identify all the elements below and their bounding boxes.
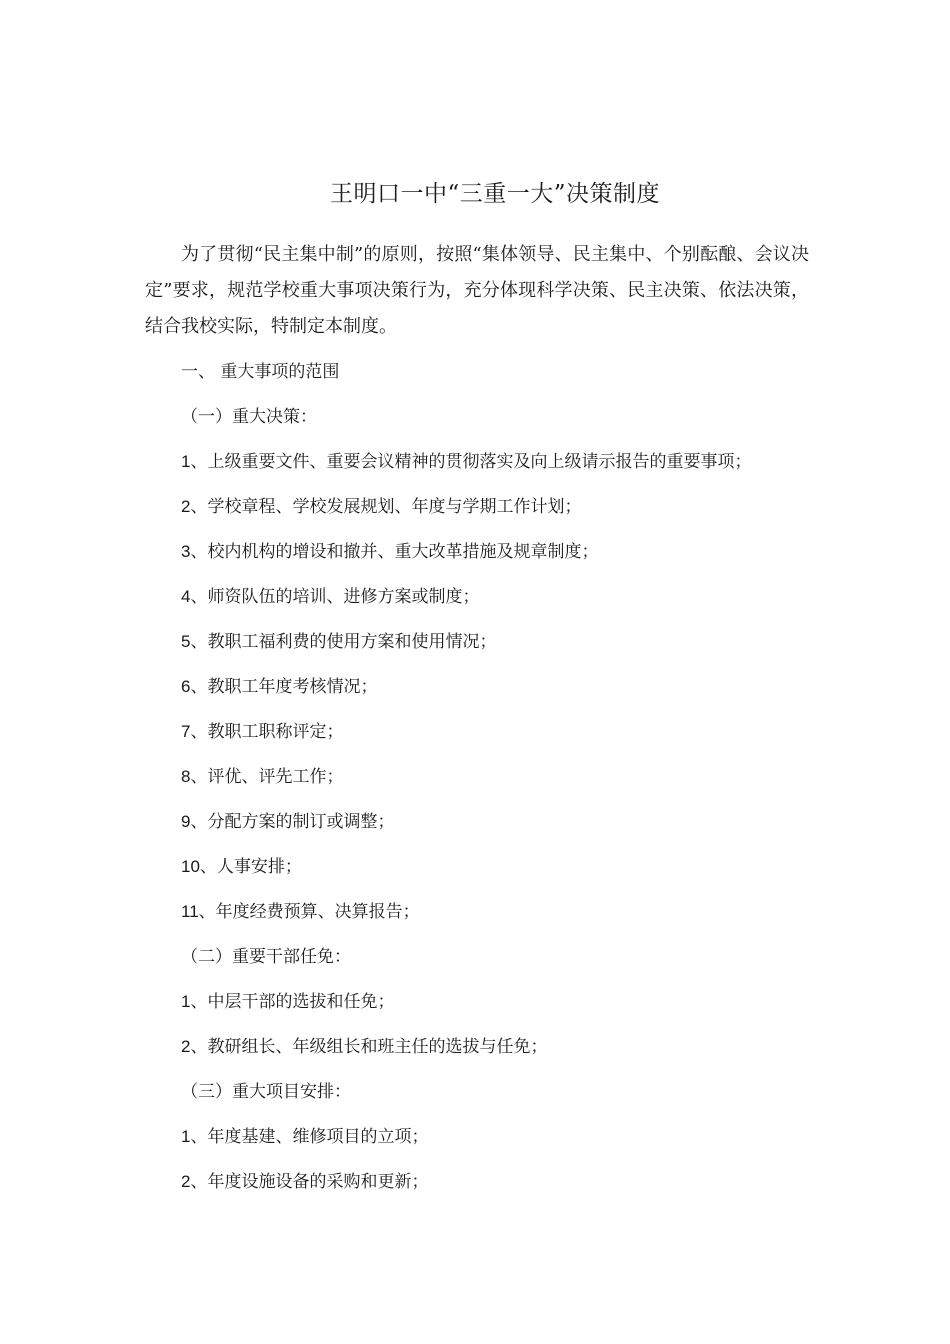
- item-text: 、上级重要文件、重要会议精神的贯彻落实及向上级请示报告的重要事项；: [190, 452, 752, 472]
- list-item: [181, 1169, 428, 1195]
- item-number: 9: [181, 812, 191, 831]
- list-item: [181, 899, 420, 925]
- item-text: 、教职工职称评定；: [190, 722, 344, 742]
- subsection-heading-2: （二）重要干部任免：: [181, 947, 351, 967]
- list-item: [181, 764, 343, 790]
- intro-paragraph: 为了贯彻“民主集中制”的原则，按照“集体领导、民主集中、个别酝酿、会议决定”要求，规范学校重大事项决策行为，充分体现科学决策、民主决策、依法决策，结合我校实际，特制定本制度。: [145, 244, 809, 337]
- section-heading: 一、 重大事项的范围: [181, 362, 340, 382]
- item-text: 、年度经费预算、决算报告；: [198, 902, 420, 922]
- item-text: 、师资队伍的培训、进修方案或制度；: [190, 587, 480, 607]
- item-text: 、分配方案的制订或调整；: [190, 812, 395, 832]
- item-text: 、年度设施设备的采购和更新；: [190, 1172, 429, 1192]
- list-item: [181, 584, 479, 610]
- item-number: 4: [181, 587, 191, 606]
- item-number: 2: [181, 497, 191, 516]
- item-text: 、学校章程、学校发展规划、年度与学期工作计划；: [190, 497, 582, 517]
- item-number: 1: [181, 452, 191, 471]
- item-number: 7: [181, 722, 191, 741]
- list-item: [181, 854, 302, 880]
- item-number: 1: [181, 1127, 191, 1146]
- item-number: 5: [181, 632, 191, 651]
- list-item: [181, 539, 598, 565]
- list-item: [181, 674, 377, 700]
- list-item: [181, 719, 343, 745]
- subsection-heading-3: （三）重大项目安排：: [181, 1082, 351, 1102]
- list-item: [181, 449, 751, 475]
- list-item: [181, 629, 496, 655]
- item-number: 8: [181, 767, 191, 786]
- item-number: 1: [181, 992, 191, 1011]
- list-item: [181, 809, 394, 835]
- item-number: 6: [181, 677, 191, 696]
- item-number: 2: [181, 1172, 191, 1191]
- item-text: 、校内机构的增设和撤并、重大改革措施及规章制度；: [190, 542, 599, 562]
- list-item: [181, 494, 581, 520]
- document-title: 王明口一中“三重一大”决策制度: [329, 181, 661, 207]
- item-text: 、评优、评先工作；: [190, 767, 344, 787]
- item-text: 、中层干部的选拔和任免；: [190, 992, 395, 1012]
- item-number: 2: [181, 1037, 191, 1056]
- item-text: 、教职工福利费的使用方案和使用情况；: [190, 632, 497, 652]
- list-item: [181, 1034, 547, 1060]
- subsection-heading-1: （一）重大决策：: [181, 407, 317, 427]
- item-number: 11: [181, 902, 199, 921]
- item-text: 、教职工年度考核情况；: [190, 677, 378, 697]
- list-item: [181, 1124, 428, 1150]
- item-text: 、教研组长、年级组长和班主任的选拔与任免；: [190, 1037, 548, 1057]
- item-text: 、年度基建、维修项目的立项；: [190, 1127, 429, 1147]
- list-item: [181, 989, 394, 1015]
- item-number: 3: [181, 542, 191, 561]
- item-text: 、人事安排；: [199, 857, 302, 877]
- item-number: 10: [181, 857, 200, 876]
